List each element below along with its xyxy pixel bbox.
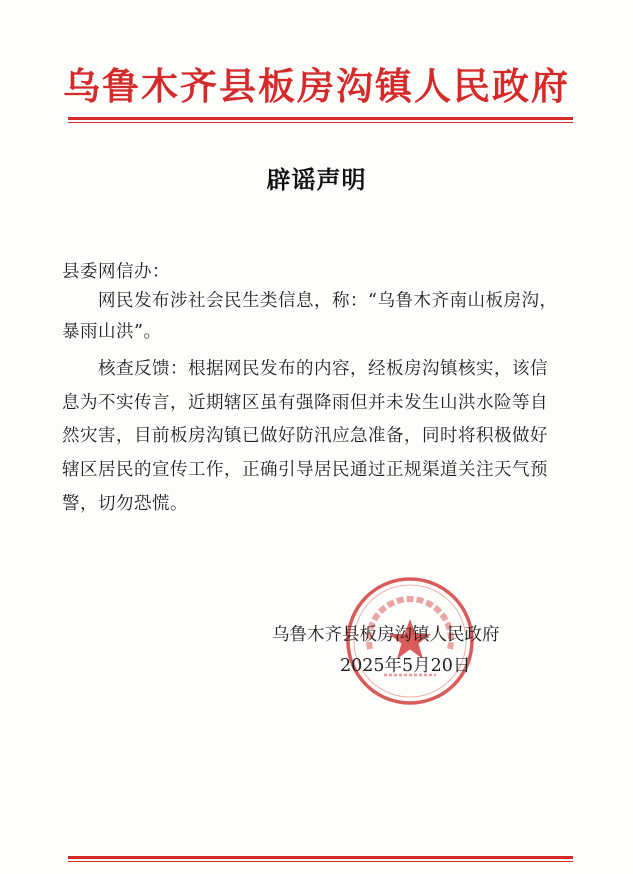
letterhead-rule-top <box>68 117 573 120</box>
letterhead-title: 乌鲁木齐县板房沟镇人民政府 <box>63 64 570 108</box>
letterhead-rule-bottom <box>68 122 573 123</box>
salutation: 县委网信办： <box>62 262 170 282</box>
paragraph-2-line-3: 然灾害，目前板房沟镇已做好防汛应急准备，同时将积极做好 <box>62 426 548 446</box>
paragraph-2-line-4: 辖区居民的宣传工作，正确引导居民通过正规渠道关注天气预 <box>62 460 548 480</box>
paragraph-2-line-5: 警，切勿恐慌。 <box>62 494 188 514</box>
signature-issuer: 乌鲁木齐县板房沟镇人民政府 <box>272 625 500 645</box>
signature-date: 2025年5月20日 <box>340 656 471 676</box>
paragraph-2-line-1: 核查反馈：根据网民发布的内容，经板房沟镇核实，该信 <box>98 359 548 379</box>
footer-rule-top <box>68 856 573 859</box>
footer-rule-bottom <box>68 861 573 862</box>
document-title: 辟谣声明 <box>266 165 367 194</box>
paragraph-2-line-2: 息为不实传言，近期辖区虽有强降雨但并未发生山洪水险等自 <box>62 393 548 413</box>
paragraph-1-line-2: 暴雨山洪”。 <box>62 322 162 342</box>
paragraph-1-line-1: 网民发布涉社会民生类信息，称：“乌鲁木齐南山板房沟， <box>98 291 558 311</box>
